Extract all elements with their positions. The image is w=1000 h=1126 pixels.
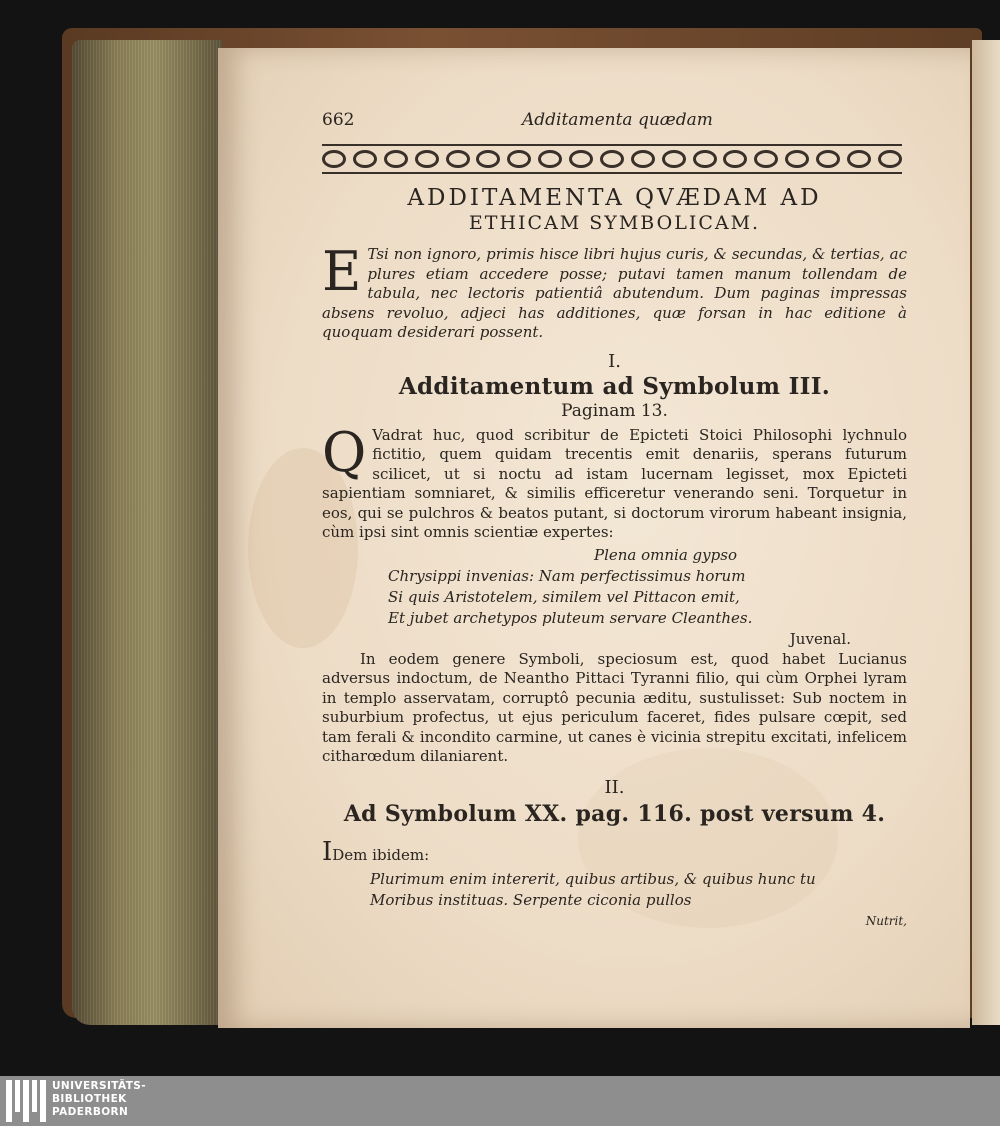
section-subheading: Paginam 13. <box>561 400 668 421</box>
verse-quote <box>322 869 907 911</box>
verse-line: Et jubet archetypos pluteum servare Cleanthes. <box>388 608 753 627</box>
ornament-band <box>322 144 902 174</box>
section-numeral: I. <box>608 350 621 372</box>
main-subtitle: ETHICAM SYMBOLICAM. <box>468 212 761 234</box>
page-text <box>322 112 907 935</box>
footer-bar <box>0 1076 1000 1126</box>
facing-page-edge <box>972 40 1000 1025</box>
intro-text: Tsi non ignoro, primis hisce libri hujus curis, & secundas, & tertias, ac plures etiam accedere posse; putavi tamen manum tollendam de tabula, nec lectoris patientiâ abutendum. Dum paginas impressas absens revoluo, adjeci has additiones, quæ forsan in hac editione à quoquam desiderari possent. <box>322 245 907 341</box>
library-name <box>52 1080 146 1119</box>
intro-paragraph <box>322 240 907 343</box>
quote-source: Juvenal. <box>789 629 851 648</box>
running-head <box>322 112 907 134</box>
section-paragraph: In eodem genere Symboli, speciosum est, quod habet Lucianus adversus indoctum, de Neantho Pittaci Tyranni filio, qui cùm Orphei lyram in templo asservatam, corruptô pecunia æditu, sustulisset: Sub noctem in suburbium profectus, ut ejus periculum faceret, fides pulsare cœpit, sed tam ferali & incondito carmine, ut canes è vicinia strepitu excitati, infelicem citharœdum dilaniarent. <box>322 649 907 765</box>
verse-line: Chrysippi invenias: Nam perfectissimus horum <box>388 566 746 585</box>
running-title: Additamenta quædam <box>522 110 713 130</box>
drop-cap: I <box>322 836 333 867</box>
library-name-line: BIBLIOTHEK <box>52 1093 127 1105</box>
page-number: 662 <box>322 110 355 130</box>
verse-quote <box>322 545 907 650</box>
page-edges <box>72 40 222 1025</box>
section-paragraph <box>322 836 907 867</box>
verse-line: Plurimum enim intererit, quibus artibus, & quibus hunc tu <box>370 869 816 888</box>
main-title: ADDITAMENTA QVÆDAM AD <box>407 185 822 211</box>
section-text: Dem ibidem: <box>332 845 430 864</box>
drop-cap: E <box>322 240 362 303</box>
section-heading: Ad Symbolum XX. pag. 116. post versum 4. <box>343 800 886 827</box>
verse-line: Moribus instituas. Serpente ciconia pullos <box>370 890 692 909</box>
section-numeral: II. <box>604 776 625 798</box>
section-heading: Additamentum ad Symbolum III. <box>398 372 831 400</box>
verse-line: Si quis Aristotelem, similem vel Pittacon emit, <box>388 587 740 606</box>
verse-line: Plena omnia gypso <box>594 545 737 564</box>
drop-cap: Q <box>322 420 367 484</box>
section-paragraph <box>322 420 907 543</box>
section-text: Vadrat huc, quod scribitur de Epicteti Stoici Philosophi lychnulo fictitio, quem quidam trecentis emit denariis, sperans futurum scilicet, ut si noctu ad istam lucernam legisset, mox Epicteti sapientiam somniaret, & similis efficeretur venerando seni. Torquetur in eos, qui se pulchros & beatos putant, si doctorum virorum habeant insignia, cùm ipsi sint omnis scientiæ expertes: <box>322 425 907 541</box>
library-name-line: UNIVERSITÄTS- <box>52 1080 147 1092</box>
library-name-line: PADERBORN <box>52 1106 129 1118</box>
catchword: Nutrit, <box>865 913 907 928</box>
university-library-logo-icon <box>6 1080 46 1122</box>
